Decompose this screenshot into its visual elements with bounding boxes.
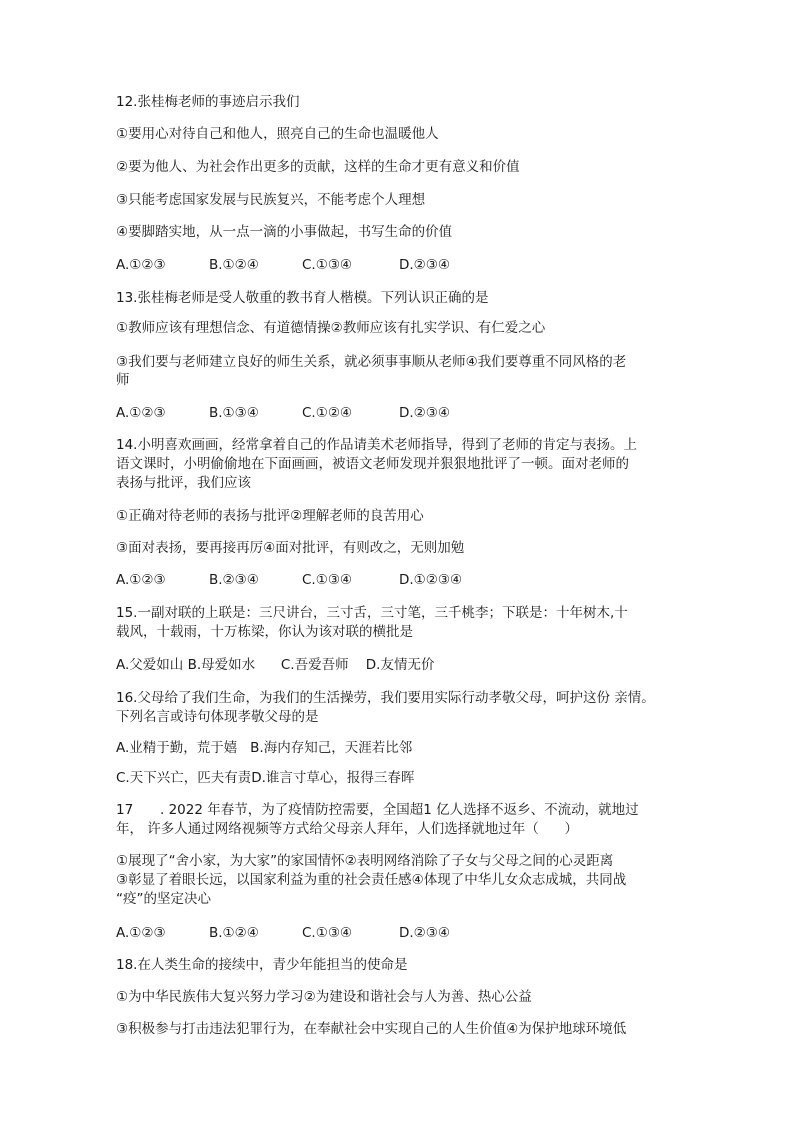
- q14-stem-line-2: 语文课时，小明偷偷地在下面画画，被语文老师发现并狠狠地批评了一顿。面对老师的: [116, 456, 629, 472]
- q17-option-c: C.①③④: [302, 925, 353, 941]
- q16-options-line-2: C.天下兴亡，匹夫有责D.谁言寸草心，报得三春晖: [116, 770, 415, 786]
- q14-option-c: C.①③④: [302, 572, 353, 588]
- q12-stem: 12.张桂梅老师的事迹启示我们: [116, 94, 300, 110]
- q14-statement-1: ①正确对待老师的表扬与批评②理解老师的良苦用心: [116, 508, 424, 524]
- q13-option-d: D.②③④: [399, 405, 450, 421]
- q17-number: 17: [116, 802, 134, 818]
- q16-options-line-1: A.业精于勤，荒于嬉 B.海内存知己，天涯若比邻: [116, 740, 413, 756]
- q14-stem-line-3: 表扬与批评，我们应该: [116, 475, 251, 491]
- q17-statement-1: ①展现了“舍小家，为大家”的家国情怀②表明网络消除了子女与父母之间的心灵距离: [116, 853, 614, 869]
- q17-statement-2: ③彰显了着眼长远，以国家利益为重的社会责任感④体现了中华儿女众志成城，共同战: [116, 872, 627, 888]
- q16-stem-line-1: 16.父母给了我们生命，为我们的生活操劳，我们要用实际行动孝敬父母，呵护这份 亲情。: [116, 690, 655, 706]
- q13-option-b: B.①③④: [209, 405, 259, 421]
- q17-stem-line-1: . 2022 年春节，为了疫情防控需要，全国超1 亿人选择不返乡、不流动，就地过: [160, 802, 639, 818]
- q15-stem-line-2: 载风，十载雨，十万栋梁，你认为该对联的横批是: [116, 624, 413, 640]
- q17-option-d: D.②③④: [399, 925, 450, 941]
- q17-statement-3: “疫”的坚定决心: [116, 891, 211, 907]
- q12-option-b: B.①②④: [209, 257, 259, 273]
- q13-option-c: C.①②④: [302, 405, 353, 421]
- q12-statement-1: ①要用心对待自己和他人，照亮自己的生命也温暖他人: [116, 126, 439, 142]
- q17-stem-line-2: 年， 许多人通过网络视频等方式给父母亲人拜年，人们选择就地过年（ ）: [116, 821, 579, 837]
- q14-stem-line-1: 14.小明喜欢画画，经常拿着自己的作品请美术老师指导，得到了老师的肯定与表扬。上: [116, 437, 637, 453]
- q14-option-b: B.②③④: [209, 572, 259, 588]
- q16-stem-line-2: 下列名言或诗句体现孝敬父母的是: [116, 709, 319, 725]
- q15-stem-line-1: 15.一副对联的上联是：三尺讲台，三寸舌，三寸笔，三千桃李；下联是：十年树木,十: [116, 605, 628, 621]
- q12-statement-2: ②要为他人、为社会作出更多的贡献，这样的生命才更有意义和价值: [116, 159, 520, 175]
- q17-option-b: B.①②④: [209, 925, 259, 941]
- q12-option-c: C.①③④: [302, 257, 353, 273]
- q18-statement-2: ③积极参与打击违法犯罪行为，在奉献社会中实现自己的人生价值④为保护地球环境低: [116, 1021, 627, 1037]
- q18-statement-1: ①为中华民族伟大复兴努力学习②为建设和谐社会与人为善、热心公益: [116, 989, 532, 1005]
- q12-option-a: A.①②③: [116, 257, 166, 273]
- q13-statement-2a: ③我们要与老师建立良好的师生关系，就必须事事顺从老师④我们要尊重不同风格的老: [116, 354, 627, 370]
- q13-option-a: A.①②③: [116, 405, 166, 421]
- q14-option-d: D.①②③④: [399, 572, 463, 588]
- q14-option-a: A.①②③: [116, 572, 166, 588]
- q13-statement-1: ①教师应该有理想信念、有道德情操②教师应该有扎实学识、有仁爱之心: [116, 320, 546, 336]
- q17-option-a: A.①②③: [116, 925, 166, 941]
- q12-statement-4: ④要脚踏实地，从一点一滴的小事做起，书写生命的价值: [116, 224, 453, 240]
- q18-stem: 18.在人类生命的接续中，青少年能担当的使命是: [116, 957, 408, 973]
- q12-option-d: D.②③④: [399, 257, 450, 273]
- q13-statement-2b: 师: [116, 372, 130, 388]
- q15-options: A.父爱如山 B.母爱如水 C.吾爱吾师 D.友情无价: [116, 657, 435, 673]
- q13-stem: 13.张桂梅老师是受人敬重的教书育人楷模。下列认识正确的是: [116, 290, 489, 306]
- q12-statement-3: ③只能考虑国家发展与民族复兴，不能考虑个人理想: [116, 192, 426, 208]
- q14-statement-2: ③面对表扬，要再接再厉④面对批评，有则改之，无则加勉: [116, 540, 465, 556]
